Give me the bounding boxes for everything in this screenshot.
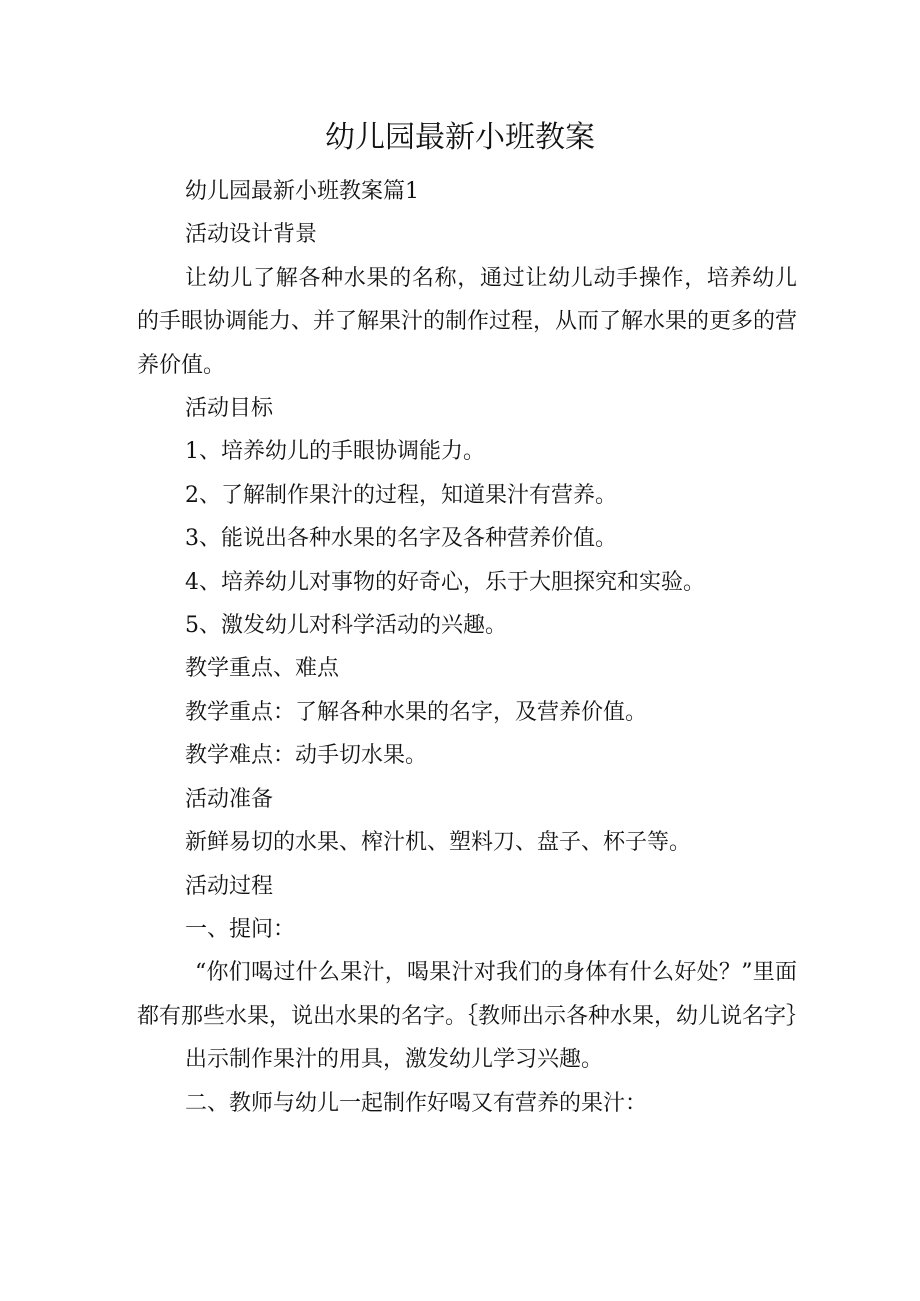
section-heading-background: 活动设计背景 xyxy=(185,222,318,248)
background-paragraph: 让幼儿了解各种水果的名称，通过让幼儿动手操作，培养幼儿的手眼协调能力、并了解果汁的制作过程，从而了解水果的更多的营养价值。 xyxy=(137,265,798,378)
preparation-text: 新鲜易切的水果、榨汁机、塑料刀、盘子、杯子等。 xyxy=(185,830,692,856)
step1-title: 一、提问： xyxy=(185,916,296,942)
step1-extra: 出示制作果汁的用具，激发幼儿学习兴趣。 xyxy=(185,1047,604,1073)
document-subtitle: 幼儿园最新小班教案篇1 xyxy=(185,179,419,204)
goal-item-3: 3、能说出各种水果的名字及各种营养价值。 xyxy=(185,526,617,552)
key-point-text: 教学重点：了解各种水果的名字，及营养价值。 xyxy=(185,699,648,725)
section-heading-process: 活动过程 xyxy=(185,873,274,899)
goal-item-2: 2、了解制作果汁的过程，知道果汁有营养。 xyxy=(185,482,617,508)
section-heading-preparation: 活动准备 xyxy=(185,786,274,812)
step2-title: 二、教师与幼儿一起制作好喝又有营养的果汁： xyxy=(185,1090,648,1116)
section-heading-goals: 活动目标 xyxy=(185,396,274,422)
difficulty-text: 教学难点：动手切水果。 xyxy=(185,743,428,769)
goal-item-4: 4、培养幼儿对事物的好奇心，乐于大胆探究和实验。 xyxy=(185,569,705,595)
section-heading-key-points: 教学重点、难点 xyxy=(185,656,340,682)
document-title: 幼儿园最新小班教案 xyxy=(325,120,595,155)
goal-item-5: 5、激发幼儿对科学活动的兴趣。 xyxy=(185,613,507,639)
goal-item-1: 1、培养幼儿的手眼协调能力。 xyxy=(185,439,485,465)
document-body xyxy=(137,170,809,1125)
step1-paragraph: “你们喝过什么果汁，喝果汁对我们的身体有什么好处？”里面都有那些水果，说出水果的名字。｛教师出示各种水果，幼儿说名字｝ xyxy=(137,960,809,1029)
